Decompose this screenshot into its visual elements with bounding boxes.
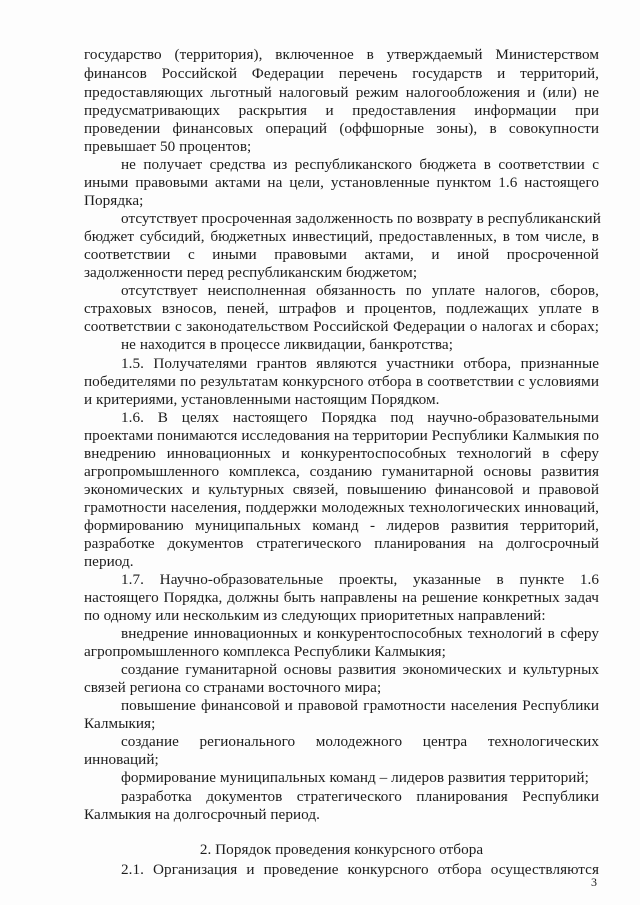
text-line: период. — [84, 553, 134, 570]
text-line: создание регионального молодежного центра технологических — [121, 733, 599, 750]
text-line: отсутствует просроченная задолженность по возврату в республиканский — [121, 210, 601, 227]
text-line: разработке документов стратегического планирования на долгосрочный — [84, 535, 599, 552]
text-line: 2.1. Организация и проведение конкурсного отбора осуществляются — [121, 861, 599, 878]
text-line: иными правовыми актами на цели, установленные пунктом 1.6 настоящего — [84, 174, 599, 191]
text-line: превышает 50 процентов; — [84, 138, 252, 155]
text-line: агропромышленного комплекса, созданию гуманитарной основы развития — [84, 463, 599, 480]
text-line: 1.6. В целях настоящего Порядка под научно-образовательными — [121, 409, 599, 426]
text-line: создание гуманитарной основы развития экономических и культурных — [121, 661, 599, 678]
text-line: проектами понимаются исследования на территории Республики Калмыкия по — [84, 427, 599, 444]
text-line: соответствии с законодательством Российской Федерации о налогах и сборах; — [84, 318, 599, 335]
text-line: грамотности населения, поддержки молодежных технологических инноваций, — [84, 499, 599, 516]
text-line: отсутствует неисполненная обязанность по уплате налогов, сборов, — [121, 282, 599, 299]
text-line: предусматривающих раскрытия и предоставления информации при — [84, 102, 599, 119]
text-line: финансов Российской Федерации перечень государств и территорий, — [84, 65, 599, 82]
text-line: Калмыкия; — [84, 715, 156, 732]
text-line: Порядка; — [84, 192, 144, 209]
text-line: соответствии с иными правовыми актами, и иной просроченной — [84, 246, 599, 263]
text-line: повышение финансовой и правовой грамотности населения Республики — [121, 697, 599, 714]
text-line: не получает средства из республиканского бюджета в соответствии с — [121, 156, 599, 173]
text-line: агропромышленного комплекса Республики Калмыкия; — [84, 643, 446, 660]
text-line: не находится в процессе ликвидации, банкротства; — [121, 336, 453, 353]
text-line: проведении финансовых операций (оффшорные зоны), в совокупности — [84, 120, 599, 137]
text-line: страховых взносов, пеней, штрафов и процентов, подлежащих уплате в — [84, 300, 599, 317]
text-line: предоставляющих льготный налоговый режим налогообложения и (или) не — [84, 84, 599, 101]
text-line: 1.5. Получателями грантов являются участники отбора, признанные — [121, 355, 599, 372]
text-line: и критериями, установленными настоящим Порядком. — [84, 391, 440, 408]
text-line: государство (территория), включенное в утверждаемый Министерством — [84, 46, 599, 63]
text-line: формирование муниципальных команд – лидеров развития территорий; — [121, 769, 589, 786]
text-line: Калмыкия на долгосрочный период. — [84, 806, 320, 823]
text-line: экономических и культурных связей, повышению финансовой и правовой — [84, 481, 599, 498]
section-heading: 2. Порядок проведения конкурсного отбора — [199, 841, 484, 858]
text-line: внедрение инновационных и конкурентоспособных технологий в сферу — [121, 625, 599, 642]
page-number: 3 — [591, 875, 597, 889]
text-line: связей региона со странами восточного мира; — [84, 679, 382, 696]
text-line: бюджет субсидий, бюджетных инвестиций, предоставленных, в том числе, в — [84, 228, 599, 245]
text-line: по одному или нескольким из следующих приоритетных направлений: — [84, 607, 546, 624]
text-line: 1.7. Научно-образовательные проекты, указанные в пункте 1.6 — [121, 571, 599, 588]
text-line: разработка документов стратегического планирования Республики — [121, 788, 599, 805]
text-line: внедрению инновационных и конкурентоспособных технологий в сферу — [84, 445, 599, 462]
text-line: победителями по результатам конкурсного отбора в соответствии с условиями — [84, 373, 599, 390]
text-line: настоящего Порядка, должны быть направлены на решение конкретных задач — [84, 589, 599, 606]
text-line: задолженности перед республиканским бюджетом; — [84, 264, 418, 281]
text-line: инноваций; — [84, 751, 159, 768]
text-line: формированию муниципальных команд - лидеров развития территорий, — [84, 517, 599, 534]
